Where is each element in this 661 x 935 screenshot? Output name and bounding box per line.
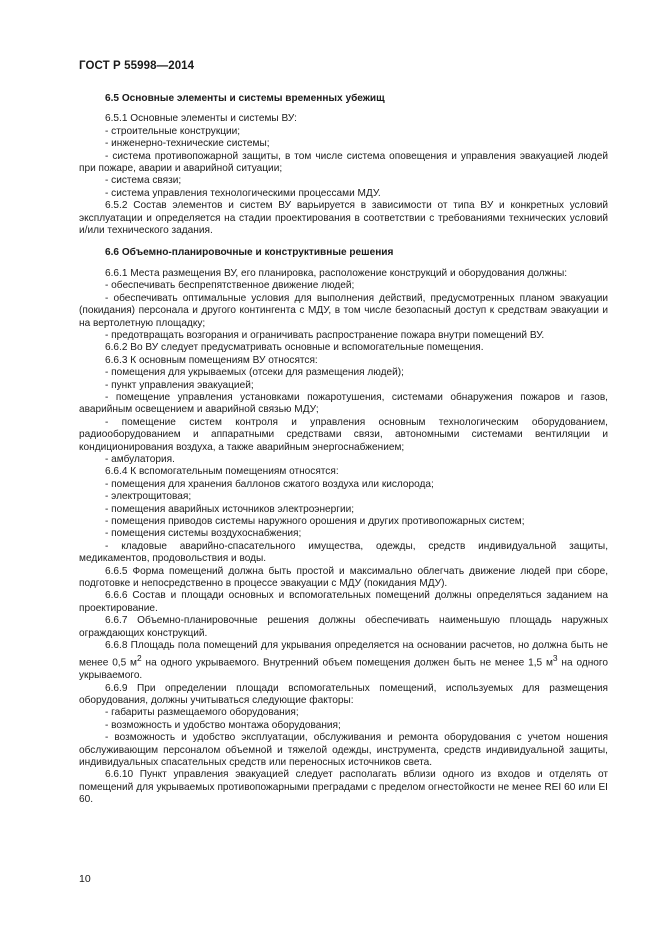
- list-item: - обеспечивать оптимальные условия для выполнения действий, предусмотренных планом эвакуации (покидания) персонала и другого контингента с МДУ, в том числе безопасный доступ к средствам эвакуации и на вертолетную площадку;: [79, 292, 608, 329]
- text-span: на одного укрываемого. Внутренний объем помещения должен быть не менее 1,5 м: [141, 657, 553, 669]
- list-item: - инженерно-технические системы;: [105, 138, 270, 150]
- list-item: - обеспечивать беспрепятственное движение людей;: [105, 280, 355, 292]
- document-code: ГОСТ Р 55998—2014: [79, 60, 195, 72]
- paragraph: 6.6.4 К вспомогательным помещениям относятся:: [105, 466, 339, 478]
- paragraph: [79, 640, 608, 683]
- paragraph: 6.6.10 Пункт управления эвакуацией следует располагать вблизи одного из входов и отделять от помещений для укрываемых противопожарными преградами с пределом огнестойкости не менее REI 60 или EI 60.: [79, 769, 608, 806]
- paragraph: 6.6.1 Места размещения ВУ, его планировка, расположение конструкций и оборудования должны:: [105, 267, 568, 279]
- paragraph: 6.5.2 Состав элементов и систем ВУ варьируется в зависимости от типа ВУ и конкретных условий эксплуатации и определяется на стадии проектирования в соответствии с требованиями технических условий и/или технического задания.: [79, 200, 608, 237]
- list-item: - возможность и удобство монтажа оборудования;: [105, 719, 341, 731]
- list-item: - пункт управления эвакуацией;: [105, 379, 254, 391]
- superscript: 2: [137, 653, 142, 664]
- paragraph: 6.6.6 Состав и площади основных и вспомогательных помещений должны определяться заданием на проектирование.: [79, 590, 608, 614]
- list-item: - амбулатория.: [105, 453, 175, 465]
- list-item: - помещения аварийных источников электроэнергии;: [105, 503, 355, 515]
- list-item: - возможность и удобство эксплуатации, обслуживания и ремонта оборудования с учетом ношения обслуживающим персоналом объемной и тяжелой одежды, инструмента, средств индивидуальной защиты, индивидуальных спасательных средств или переносных источников света.: [79, 732, 608, 769]
- list-item: - помещение управления установками пожаротушения, системами обнаружения пожаров и газов, аварийным освещением и аварийной связью МДУ;: [79, 391, 608, 416]
- list-item: - помещение систем контроля и управления основным технологическим оборудованием, радиооборудованием и аппаратными средствами связи, автономными системами вентиляции и кондиционирования воздуха, а также аварийным энергоснабжением;: [79, 416, 608, 453]
- list-item: - кладовые аварийно-спасательного имущества, одежды, средств индивидуальной защиты, медикаментов, продовольствия и воды.: [79, 540, 608, 565]
- list-item: - электрощитовая;: [105, 491, 192, 503]
- document-body: [79, 93, 608, 807]
- list-item: - габариты размещаемого оборудования;: [105, 707, 299, 719]
- list-item: - помещения для укрываемых (отсеки для размещения людей);: [105, 367, 404, 379]
- paragraph: 6.6.3 К основным помещениям ВУ относятся:: [105, 354, 318, 366]
- text-span: 6.6.8 Площадь пола помещений для укрывания определяется на основании расчетов, но должна быть не менее 0,5 м: [79, 640, 608, 669]
- section-heading-6-6: 6.6 Объемно-планировочные и конструктивные решения: [105, 247, 394, 259]
- list-item: - помещения для хранения баллонов сжатого воздуха или кислорода;: [105, 478, 434, 490]
- paragraph: 6.5.1 Основные элементы и системы ВУ:: [105, 113, 297, 125]
- list-item: - помещения системы воздухоснабжения;: [105, 528, 302, 540]
- paragraph: 6.6.7 Объемно-планировочные решения должны обеспечивать наименьшую площадь наружных ограждающих конструкций.: [79, 615, 608, 639]
- list-item: - система противопожарной защиты, в том числе система оповещения и управления эвакуацией людей при пожаре, аварии и аварийной ситуации;: [79, 150, 608, 175]
- section-heading-6-5: 6.5 Основные элементы и системы временных убежищ: [105, 93, 385, 104]
- paragraph: 6.6.5 Форма помещений должна быть простой и максимально облегчать движение людей при сборе, подготовке и непосредственно в процессе эвакуации с МДУ (покидания МДУ).: [79, 565, 608, 590]
- list-item: - предотвращать возгорания и ограничивать распространение пожара внутри помещений ВУ.: [105, 329, 545, 341]
- list-item: - система управления технологическими процессами МДУ.: [105, 187, 381, 199]
- paragraph: 6.6.2 Во ВУ следует предусматривать основные и вспомогательные помещения.: [105, 342, 484, 354]
- superscript: 3: [552, 653, 558, 664]
- list-item: - строительные конструкции;: [105, 125, 241, 137]
- paragraph: 6.6.9 При определении площади вспомогательных помещений, используемых для размещения оборудования, должны учитываться следующие факторы:: [79, 682, 608, 707]
- page-number: 10: [79, 873, 91, 885]
- list-item: - помещения приводов системы наружного орошения и других противопожарных систем;: [105, 516, 525, 527]
- text-span: на одного укрываемого.: [79, 657, 608, 682]
- list-item: - система связи;: [105, 175, 182, 187]
